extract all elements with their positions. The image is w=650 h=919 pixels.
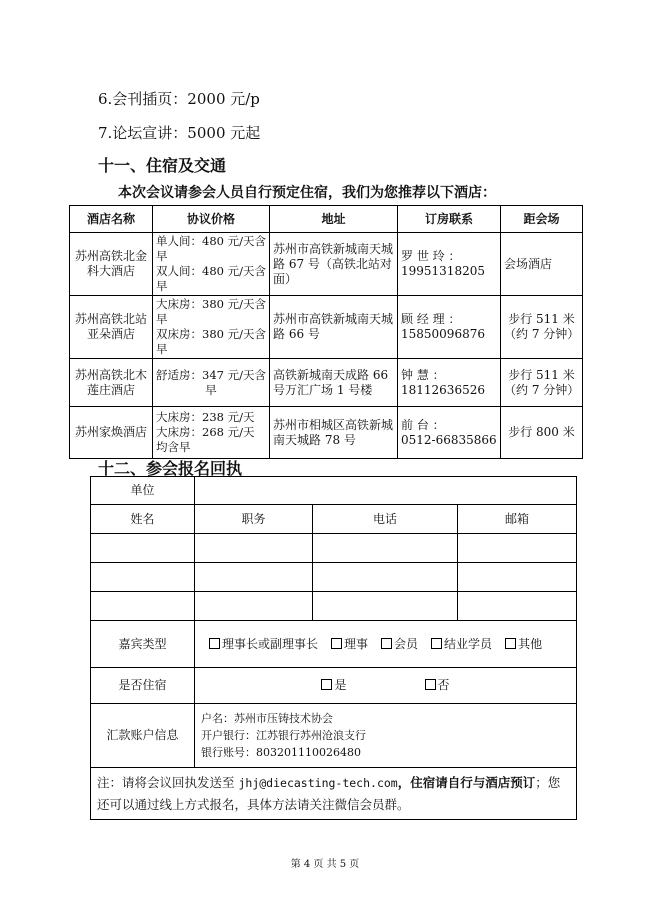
unit-row [91,477,577,505]
account-name: 户名：苏州市压铸技术协会 [201,712,333,725]
fee-item-7: 7.论坛宣讲：5000 元起 [98,124,261,142]
attendee-header [91,505,577,534]
hotel-price: 大床房：238 元/天 大床房：268 元/天 均含早 [153,407,270,459]
title-cell[interactable] [195,563,313,592]
hotel-price: 大床房：380 元/天含早 双床房：380 元/天含早 [153,296,270,359]
table-row [70,407,583,459]
email-cell[interactable] [458,534,577,563]
email-cell[interactable] [458,592,577,621]
hotel-address: 苏州市高铁新城南天城路 67 号（高铁北站对面） [270,233,398,296]
table-row [91,592,577,621]
hotel-name: 苏州高铁北金科大酒店 [70,233,153,296]
col-contact: 订房联系 [398,206,501,233]
stay-no-option[interactable]: 否 [425,678,450,692]
col-distance: 距会场 [501,206,583,233]
col-email: 邮箱 [458,505,577,534]
checkbox-icon[interactable] [321,679,332,690]
stay-row [91,668,577,704]
hotel-price: 单人间：480 元/天含早 双人间：480 元/天含早 [153,233,270,296]
hotel-contact: 前 台 ： 0512-66835866 [398,407,501,459]
checkbox-icon[interactable] [425,679,436,690]
phone-cell[interactable] [313,592,458,621]
hotel-distance: 步行 511 米（约 7 分钟） [501,296,583,359]
unit-input[interactable] [195,477,577,505]
note-row [91,768,577,820]
guest-type-option[interactable]: 结业学员 [431,637,492,651]
guest-type-options [195,621,577,668]
table-row [91,534,577,563]
hotel-intro: 本次会议请参会人员自行预定住宿，我们为您推荐以下酒店： [118,185,496,201]
hotel-contact: 罗 世 玲 ： 19951318205 [398,233,501,296]
fee-item-6: 6.会刊插页：2000 元/p [98,90,260,108]
hotel-name: 苏州高铁北站亚朵酒店 [70,296,153,359]
hotel-address: 苏州市高铁新城南天城路 66 号 [270,296,398,359]
checkbox-icon[interactable] [505,638,516,649]
checkbox-icon[interactable] [431,638,442,649]
guest-type-row [91,621,577,668]
hotel-address: 苏州市相城区高铁新城南天城路 78 号 [270,407,398,459]
hotel-contact: 钟 慧 ： 18112636526 [398,359,501,407]
phone-cell[interactable] [313,563,458,592]
stay-label: 是否住宿 [91,668,195,704]
title-cell[interactable] [195,534,313,563]
account-bank: 开户银行：江苏银行苏州沧浪支行 [201,729,366,742]
checkbox-icon[interactable] [209,638,220,649]
col-hotel-name: 酒店名称 [70,206,153,233]
col-price: 协议价格 [153,206,270,233]
guest-type-option[interactable]: 会员 [381,637,418,651]
registration-note: 注：请将会议回执发送至 jhj@diecasting-tech.com，住宿请自行与酒店预订；您还可以通过线上方式报名，具体方法请关注微信会员群。 [91,768,577,820]
page-footer: 第 4 页 共 5 页 [290,859,360,870]
hotel-table-header [70,206,583,233]
unit-label: 单位 [91,477,195,505]
name-cell[interactable] [91,534,195,563]
hotel-name: 苏州高铁北木莲庄酒店 [70,359,153,407]
hotel-address: 高铁新城南天成路 66 号万汇广场 1 号楼 [270,359,398,407]
phone-cell[interactable] [313,534,458,563]
checkbox-icon[interactable] [381,638,392,649]
hotel-name: 苏州家焕酒店 [70,407,153,459]
checkbox-icon[interactable] [331,638,342,649]
table-row [70,296,583,359]
name-cell[interactable] [91,592,195,621]
email-cell[interactable] [458,563,577,592]
col-address: 地址 [270,206,398,233]
account-info [195,704,577,768]
account-label: 汇款账户信息 [91,704,195,768]
section-11-title: 十一、住宿及交通 [98,156,227,175]
hotel-contact: 顾 经 理 ： 15850096876 [398,296,501,359]
account-number: 银行账号：80320111002​6480 [201,746,361,759]
stay-options [195,668,577,704]
hotel-table [69,205,583,459]
note-email[interactable]: jhj@diecasting-tech.com [238,775,398,790]
registration-form [90,476,577,820]
stay-yes-option[interactable]: 是 [321,678,346,692]
table-row [70,233,583,296]
col-phone: 电话 [313,505,458,534]
title-cell[interactable] [195,592,313,621]
hotel-distance: 步行 800 米 [501,407,583,459]
col-title: 职务 [195,505,313,534]
table-row [91,563,577,592]
account-row [91,704,577,768]
guest-type-label: 嘉宾类型 [91,621,195,668]
guest-type-option[interactable]: 理事长或副理事长 [209,637,318,651]
hotel-distance: 步行 511 米（约 7 分钟） [501,359,583,407]
hotel-distance: 会场酒店 [501,233,583,296]
name-cell[interactable] [91,563,195,592]
guest-type-option[interactable]: 理事 [331,637,368,651]
table-row [70,359,583,407]
col-name: 姓名 [91,505,195,534]
section-12-title: 十二、参会报名回执 [98,459,243,478]
hotel-price: 舒适房：347 元/天含早 [153,359,270,407]
guest-type-option[interactable]: 其他 [505,637,542,651]
